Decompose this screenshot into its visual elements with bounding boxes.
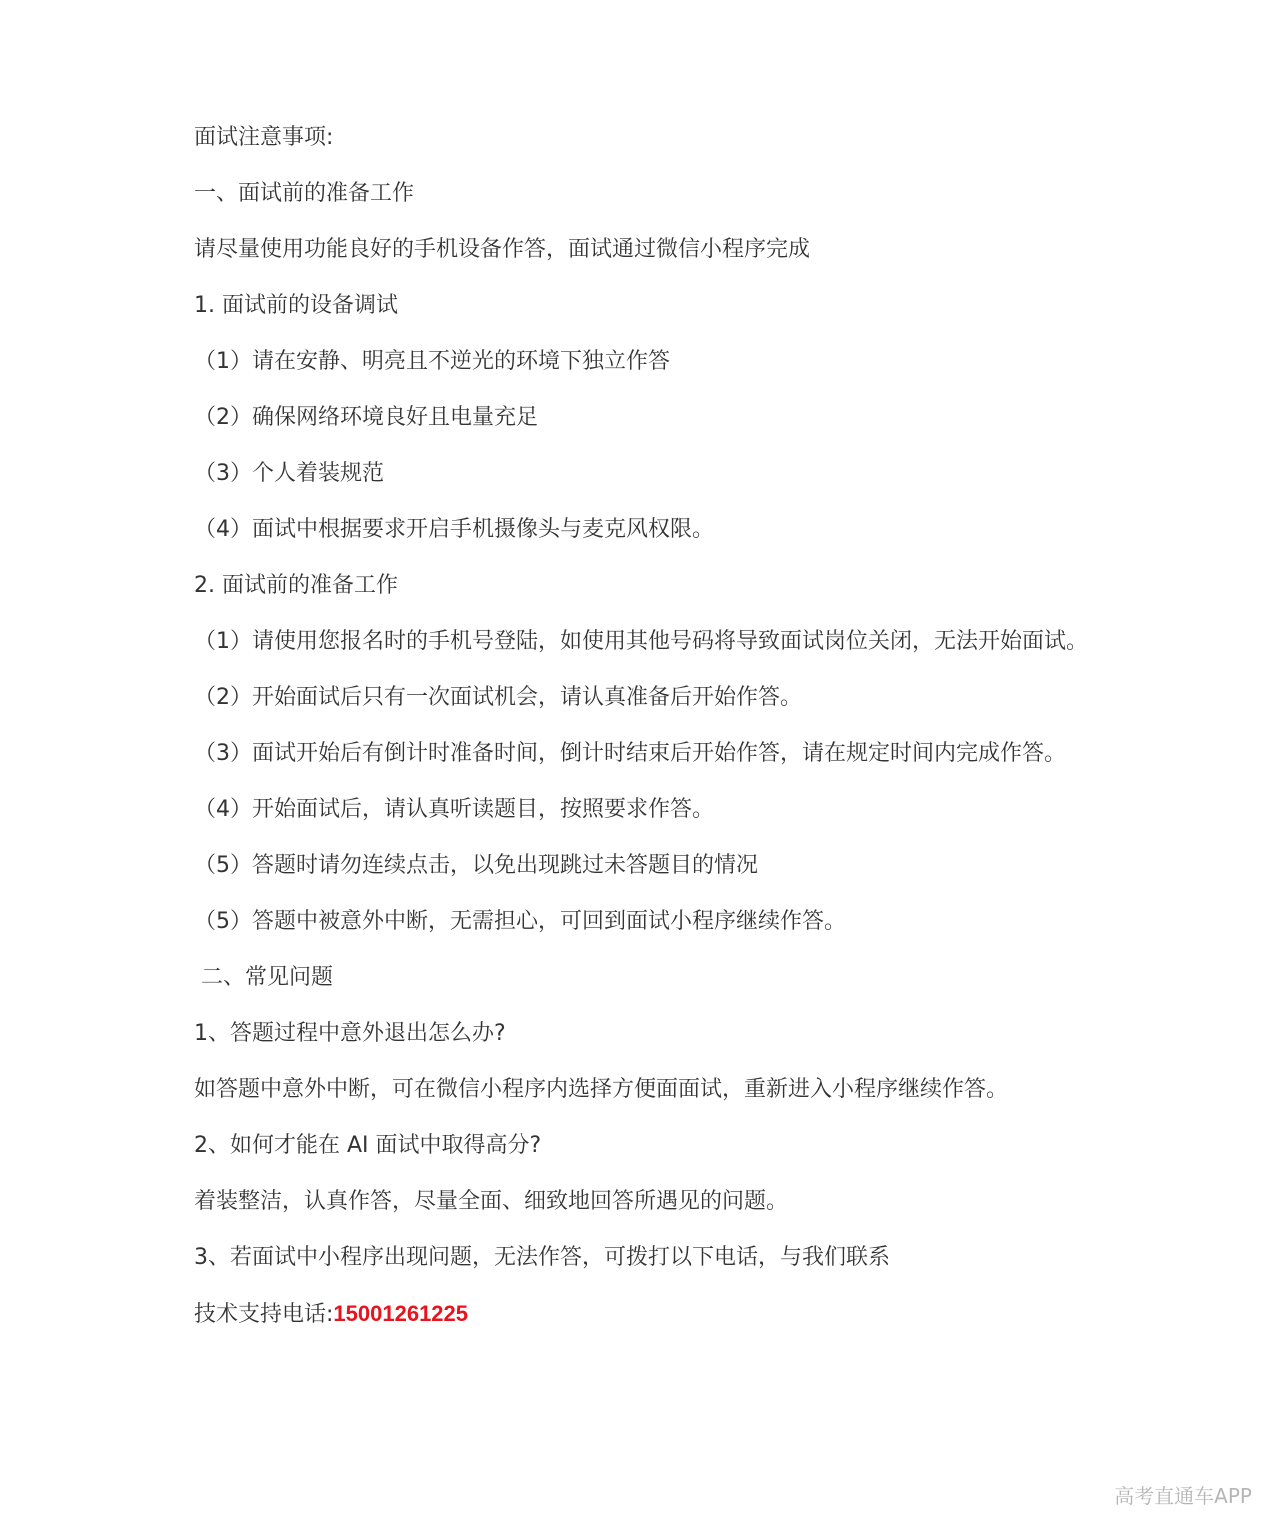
list-item: （5）答题时请勿连续点击，以免出现跳过未答题目的情况 (194, 853, 758, 878)
faq-question: 3、若面试中小程序出现问题，无法作答，可拨打以下电话，与我们联系 (194, 1245, 890, 1270)
doc-title: 面试注意事项: (194, 125, 334, 150)
document-body (194, 118, 1094, 1351)
list-item: （2）确保网络环境良好且电量充足 (194, 405, 538, 430)
list-item: （1）请在安静、明亮且不逆光的环境下独立作答 (194, 349, 670, 374)
watermark-text: 高考直通车APP (1114, 1484, 1252, 1508)
faq-answer: 如答题中意外中断，可在微信小程序内选择方便面面试，重新进入小程序继续作答。 (194, 1077, 1009, 1102)
subheading-prep-work: 2. 面试前的准备工作 (194, 573, 398, 598)
faq-question: 2、如何才能在 AI 面试中取得高分? (194, 1133, 542, 1158)
subheading-device-debug: 1. 面试前的设备调试 (194, 293, 398, 318)
section-heading-faq: 二、常见问题 (194, 965, 334, 990)
list-item: （3）个人着装规范 (194, 461, 384, 486)
list-item: （5）答题中被意外中断，无需担心，可回到面试小程序继续作答。 (194, 909, 846, 934)
list-item: （2）开始面试后只有一次面试机会，请认真准备后开始作答。 (194, 685, 802, 710)
paragraph-device-note: 请尽量使用功能良好的手机设备作答，面试通过微信小程序完成 (194, 237, 811, 262)
list-item: （4）面试中根据要求开启手机摄像头与麦克风权限。 (194, 517, 714, 542)
list-item: （4）开始面试后，请认真听读题目，按照要求作答。 (194, 797, 714, 822)
support-phone-number[interactable]: 15001261225 (333, 1301, 469, 1326)
support-line (194, 1294, 1094, 1335)
faq-question: 1、答题过程中意外退出怎么办? (194, 1021, 506, 1046)
section-heading-prep: 一、面试前的准备工作 (194, 181, 415, 206)
support-phone-label: 技术支持电话: (194, 1302, 334, 1327)
list-item: （1）请使用您报名时的手机号登陆，如使用其他号码将导致面试岗位关闭，无法开始面试。 (194, 629, 1089, 654)
list-item: （3）面试开始后有倒计时准备时间，倒计时结束后开始作答，请在规定时间内完成作答。 (194, 741, 1067, 766)
faq-answer: 着装整洁，认真作答，尽量全面、细致地回答所遇见的问题。 (194, 1189, 789, 1214)
